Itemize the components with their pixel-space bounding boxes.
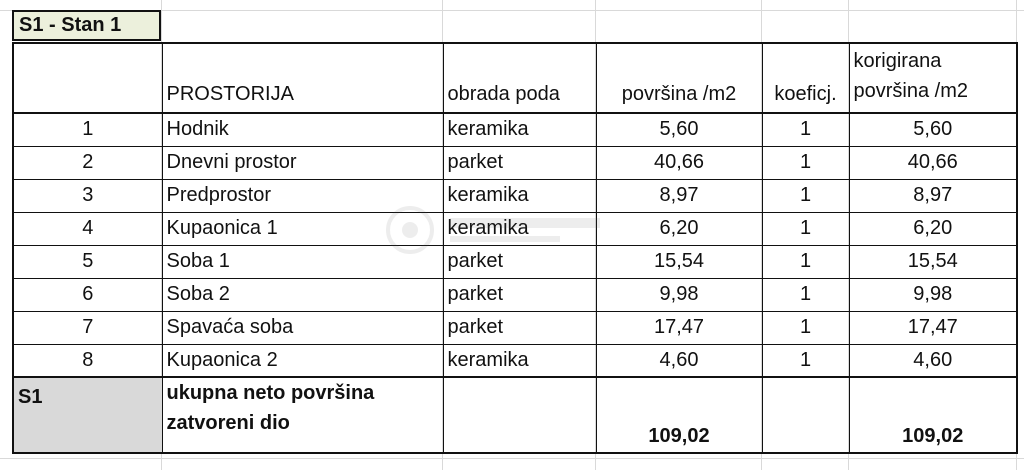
row-coef: 1 <box>762 344 849 377</box>
row-room: Dnevni prostor <box>162 146 443 179</box>
row-room: Hodnik <box>162 113 443 146</box>
row-coef: 1 <box>762 113 849 146</box>
row-coef: 1 <box>762 212 849 245</box>
row-corrected: 6,20 <box>849 212 1017 245</box>
total-code: S1 <box>13 377 162 453</box>
total-label-line2: zatvoreni dio <box>166 412 290 434</box>
row-coef: 1 <box>762 245 849 278</box>
row-number: 4 <box>13 212 162 245</box>
row-area: 17,47 <box>596 311 762 344</box>
row-floor: parket <box>443 146 596 179</box>
row-coef: 1 <box>762 311 849 344</box>
row-room: Predprostor <box>162 179 443 212</box>
row-number: 5 <box>13 245 162 278</box>
row-corrected: 4,60 <box>849 344 1017 377</box>
row-area: 6,20 <box>596 212 762 245</box>
row-corrected: 5,60 <box>849 113 1017 146</box>
row-floor: keramika <box>443 179 596 212</box>
row-coef: 1 <box>762 278 849 311</box>
header-floor-finish: obrada poda <box>443 43 596 113</box>
row-area: 15,54 <box>596 245 762 278</box>
row-corrected: 9,98 <box>849 278 1017 311</box>
table-row <box>13 146 1017 179</box>
header-coefficient: koeficj. <box>762 43 849 113</box>
table-header-row <box>13 43 1017 113</box>
row-area: 40,66 <box>596 146 762 179</box>
row-area: 4,60 <box>596 344 762 377</box>
total-coef-empty <box>762 377 849 453</box>
row-floor: keramika <box>443 212 596 245</box>
row-number: 8 <box>13 344 162 377</box>
grid-line <box>0 458 1024 459</box>
row-number: 6 <box>13 278 162 311</box>
row-room: Kupaonica 1 <box>162 212 443 245</box>
row-floor: keramika <box>443 344 596 377</box>
row-corrected: 17,47 <box>849 311 1017 344</box>
row-room: Soba 2 <box>162 278 443 311</box>
row-room: Spavaća soba <box>162 311 443 344</box>
row-number: 1 <box>13 113 162 146</box>
table-row <box>13 278 1017 311</box>
room-area-table <box>12 42 1018 454</box>
header-corrected-area <box>849 43 1017 113</box>
row-room: Soba 1 <box>162 245 443 278</box>
sheet-title: S1 - Stan 1 <box>12 10 161 41</box>
table-row <box>13 179 1017 212</box>
row-floor: parket <box>443 278 596 311</box>
total-label <box>162 377 443 453</box>
row-area: 9,98 <box>596 278 762 311</box>
row-number: 3 <box>13 179 162 212</box>
table-row <box>13 212 1017 245</box>
header-number <box>13 43 162 113</box>
table-row <box>13 344 1017 377</box>
row-coef: 1 <box>762 146 849 179</box>
total-area: 109,02 <box>596 377 762 453</box>
header-corrected-line2: površina /m2 <box>853 80 968 102</box>
table-row <box>13 113 1017 146</box>
header-corrected-line1: korigirana <box>853 50 942 72</box>
row-number: 2 <box>13 146 162 179</box>
row-floor: keramika <box>443 113 596 146</box>
total-floor-empty <box>443 377 596 453</box>
table-row <box>13 245 1017 278</box>
row-corrected: 15,54 <box>849 245 1017 278</box>
total-corrected-area: 109,02 <box>849 377 1017 453</box>
total-label-line1: ukupna neto površina <box>166 382 375 404</box>
row-area: 8,97 <box>596 179 762 212</box>
row-corrected: 8,97 <box>849 179 1017 212</box>
row-corrected: 40,66 <box>849 146 1017 179</box>
row-number: 7 <box>13 311 162 344</box>
row-area: 5,60 <box>596 113 762 146</box>
row-coef: 1 <box>762 179 849 212</box>
total-row <box>13 377 1017 453</box>
row-floor: parket <box>443 245 596 278</box>
header-area: površina /m2 <box>596 43 762 113</box>
row-floor: parket <box>443 311 596 344</box>
header-room: PROSTORIJA <box>162 43 443 113</box>
table-row <box>13 311 1017 344</box>
row-room: Kupaonica 2 <box>162 344 443 377</box>
